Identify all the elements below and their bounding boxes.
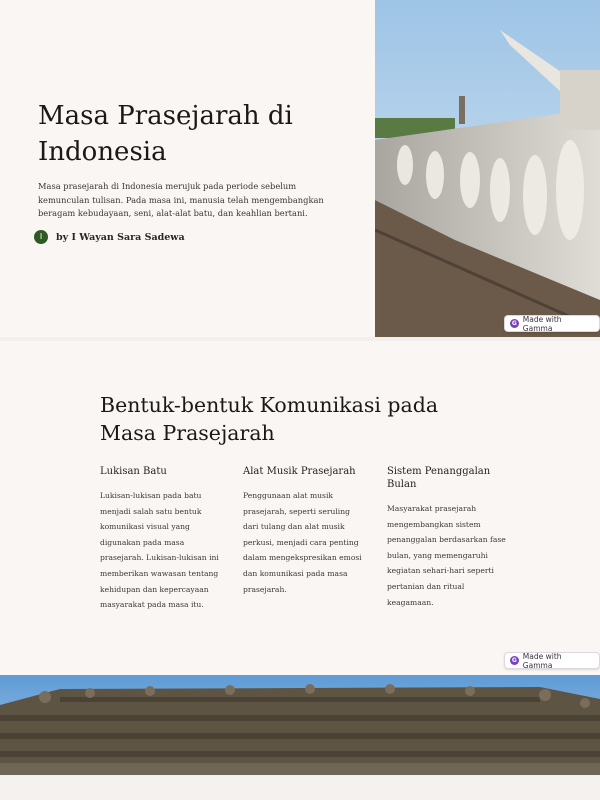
column-sistem-penanggalan	[387, 465, 507, 610]
borobudur-temple-image	[0, 675, 600, 775]
intro-paragraph: Masa prasejarah di Indonesia merujuk pada periode sebelum kemunculan tulisan. Pada masa ini, manusia telah mengembangkan beragam kebudayaan, seni, alat-alat batu, dan keahlian bertani.	[38, 181, 324, 218]
author-name: by I Wayan Sara Sadewa	[56, 231, 185, 243]
column-alat-musik	[243, 465, 363, 597]
column-body: Penggunaan alat musik prasejarah, seperti seruling dari tulang dan alat musik perkusi, menjadi cara penting dalam mengekspresikan emosi dan komunikasi pada masa prasejarah.	[243, 491, 362, 594]
author-avatar: I	[34, 230, 48, 244]
made-with-gamma-badge[interactable]	[504, 652, 600, 669]
temple-photo	[0, 675, 600, 775]
gamma-logo-icon: G	[511, 657, 517, 664]
badge-label: Made with Gamma	[522, 651, 562, 670]
relief-photo	[375, 0, 600, 337]
author-byline	[34, 230, 185, 244]
bottom-margin	[0, 775, 600, 800]
section-title: Bentuk-bentuk Komunikasi pada Masa Prasejarah	[100, 393, 439, 445]
column-heading: Sistem Penanggalan Bulan	[387, 466, 491, 490]
page-title: Masa Prasejarah di Indonesia	[38, 101, 293, 167]
borobudur-relief-image	[375, 0, 600, 337]
column-body: Masyarakat prasejarah mengembangkan sistem penanggalan berdasarkan fase bulan, yang memengaruhi kegiatan sehari-hari seperti pertanian dan ritual keagamaan.	[387, 504, 506, 607]
title-slide	[0, 0, 600, 337]
column-body: Lukisan-lukisan pada batu menjadi salah satu bentuk komunikasi visual yang digunakan pada masa prasejarah. Lukisan-lukisan ini memberikan wawasan tentang kehidupan dan kepercayaan masyarakat pada masa itu.	[100, 491, 219, 610]
column-heading: Lukisan Batu	[100, 466, 167, 477]
column-lukisan-batu	[100, 465, 220, 613]
communication-slide	[0, 341, 600, 675]
column-heading: Alat Musik Prasejarah	[243, 466, 356, 477]
made-with-gamma-badge[interactable]	[504, 315, 600, 332]
gamma-logo-icon: G	[511, 320, 517, 327]
badge-label: Made with Gamma	[522, 314, 562, 333]
